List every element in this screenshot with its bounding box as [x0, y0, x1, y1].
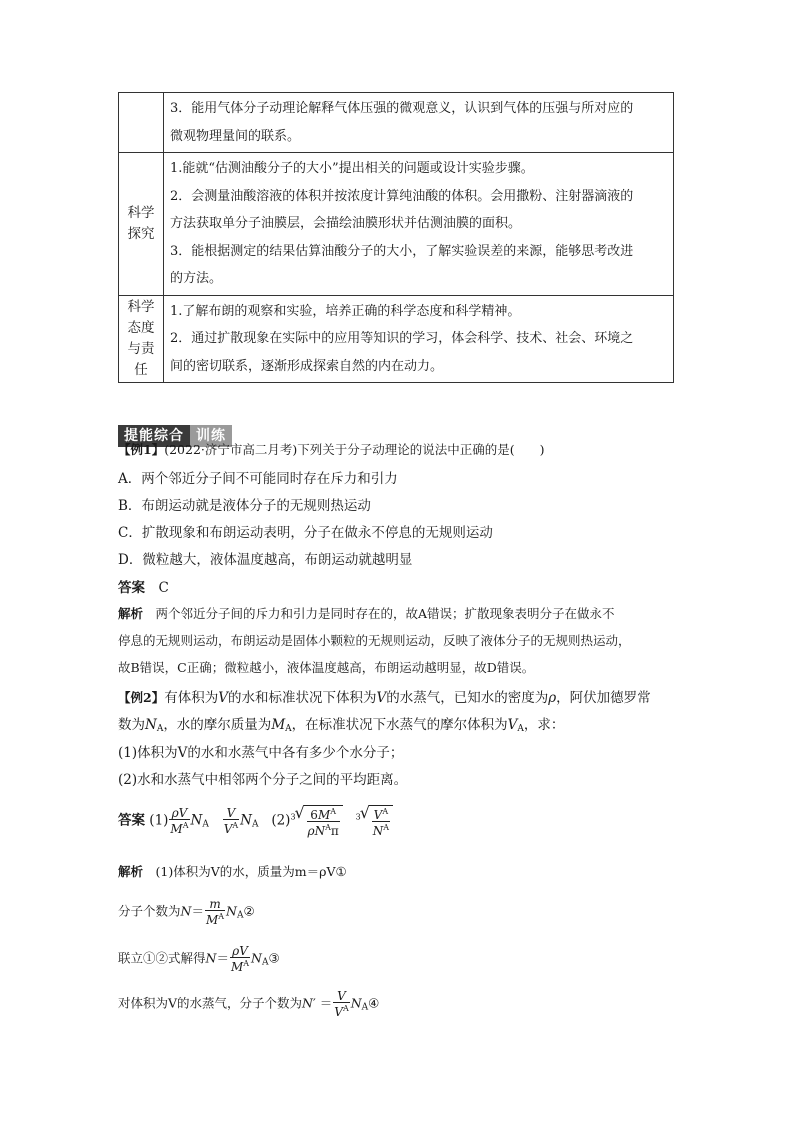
analysis-text: 两个邻近分子间的斥力和引力是同时存在的，故A错误；扩散现象表明分子在做永不 [155, 606, 615, 621]
description-line: 2．会测量油酸溶液的体积并按浓度计算纯油酸的体积。会用撒粉、注射器滴液的 [170, 188, 634, 204]
ex2-tag: 【例2】 [118, 690, 165, 705]
category-label: 与责 [127, 340, 155, 357]
description-line: 1.能就“估测油酸分子的大小”提出相关的问题或设计实验步骤。 [170, 161, 534, 176]
ex2-question-1: (1)体积为V的水和水蒸气中各有多少个水分子； [118, 745, 404, 761]
equation-1: m＝ρV① [294, 864, 347, 879]
cube-root-expression-2: √ $\frac{V^A}{N^A}$ [369, 805, 393, 837]
category-cell [119, 295, 164, 383]
answer-label: 答案 [118, 580, 145, 596]
answer-label: 答案 [118, 812, 145, 829]
description-cell [164, 295, 674, 383]
analysis-label: 解析 [118, 606, 144, 621]
fraction-rho-v-over-ma: $\frac{\rho V}{M^A}$ [170, 806, 189, 836]
ex2-analysis-line-3: 联立①②式解得N＝ $\frac{\rho V}{M^A}$ $N_A③$ [118, 944, 280, 974]
ex2-text: ，阿伏加德罗常 [556, 690, 651, 706]
table-row [119, 93, 674, 153]
ex1-analysis-line-3: 故B错误，C正确；微粒越小，液体温度越高，布朗运动越明显，故D错误。 [118, 660, 535, 675]
table-row [119, 153, 674, 296]
section-title: 提能综合 [118, 425, 190, 447]
competency-table [118, 92, 674, 383]
fraction-v-over-va-2: $\frac{V}{V^A}$ [334, 989, 349, 1019]
description-line: 3．能根据测定的结果估算油酸分子的大小，了解实验误差的来源，能够思考改进 [170, 243, 634, 259]
ex1-answer [118, 576, 169, 596]
ex2-analysis-line-1 [118, 862, 347, 880]
description-line: 间的密切联系，逐渐形成探索自然的内在动力。 [170, 358, 444, 374]
ex2-question-2: (2)水和水蒸气中相邻两个分子之间的平均距离。 [118, 772, 408, 788]
ex1-option-c: C．扩散现象和布朗运动表明，分子在做永不停息的无规则运动 [118, 525, 493, 541]
ex2-text: 数为 [118, 717, 145, 733]
equation-tag: ② [243, 903, 255, 919]
section-subtitle: 训练 [190, 425, 232, 447]
answer-value: C [158, 580, 169, 596]
ex2-text: ，水的摩尔质量为 [163, 717, 272, 733]
answer-part: (2) [271, 812, 291, 829]
description-line: 方法获取单分子油膜层，会描绘油膜形状并估测油膜的面积。 [170, 216, 522, 231]
ex2-text: 的水和标准状况下体积为 [227, 690, 377, 706]
fraction-v-over-va: $\frac{V}{V^A}$ [223, 806, 239, 836]
category-cell [119, 153, 164, 296]
description-line: 3．能用气体分子动理论解释气体压强的微观意义，认识到气体的压强与所对应的 [170, 101, 634, 116]
description-line: 1.了解布朗的观察和实验，培养正确的科学态度和科学精神。 [170, 303, 521, 319]
ex2-text: ，在标准状况下水蒸气的摩尔体积为 [291, 717, 508, 733]
fraction-rho-v-over-ma-2: $\frac{\rho V}{M^A}$ [230, 944, 250, 974]
category-label: 探究 [127, 225, 155, 242]
category-label: 态度 [127, 319, 155, 336]
category-label: 科学 [127, 298, 155, 315]
description-line: 的方法。 [170, 271, 223, 286]
cube-root-expression: √ $\frac{6M^A}{\rho N^A\pi}$ [304, 805, 343, 837]
category-label: 任 [134, 361, 148, 378]
ex1-tag: 【例1】 [118, 442, 165, 457]
category-label: 科学 [127, 204, 155, 221]
equation-tag: ③ [268, 950, 280, 966]
equation-tag: ④ [368, 995, 380, 1011]
fraction-m-over-ma: $\frac{m}{M^A}$ [205, 897, 225, 927]
ex1-analysis-line-1 [118, 604, 615, 622]
table-row [119, 295, 674, 383]
ex1-analysis-line-2: 停息的无规则运动，布朗运动是固体小颗粒的无规则运动，反映了液体分子的无规则热运动， [118, 633, 631, 648]
ex2-answer: 答案 (1) $\frac{\rho V}{M^A}$ $N_A$ $\frac{V}{V^A}$ $N_A$ $(2)^3$ √ $\frac{6M^A}{\rho N^A\pi}$ $^3$ √ $\frac{V^A}{N^A}$ [118, 805, 393, 837]
ex1-option-b: B．布朗运动就是液体分子的无规则热运动 [118, 498, 371, 514]
answer-part: (1) [149, 812, 169, 829]
ex2-text: ，求： [523, 717, 565, 733]
description-line: 2．通过扩散现象在实际中的应用等知识的学习，体会科学、技术、社会、环境之 [170, 331, 634, 346]
ex1-stem-text: (2022·济宁市高二月考)下列关于分子动理论的说法中正确的是( ) [164, 442, 545, 457]
analysis-text: 联立①②式解得 [118, 950, 206, 966]
ex2-stem-line-1: 【例2】有体积为V的水和标准状况下体积为V的水蒸气，已知水的密度为ρ，阿伏加德罗常 [118, 690, 651, 706]
ex2-analysis-line-4: 对体积为V的水蒸气，分子个数为N′ ＝ $\frac{V}{V^A}$ $N_A④$ [118, 989, 380, 1019]
ex2-text: 的水蒸气，已知水的密度为 [386, 690, 549, 706]
ex2-text: 有体积为 [164, 690, 219, 706]
description-cell [164, 153, 674, 296]
ex1-option-a: A．两个邻近分子间不可能同时存在斥力和引力 [118, 471, 398, 487]
analysis-text: 对体积为V的水蒸气，分子个数为 [118, 995, 303, 1011]
ex1-option-d: D．微粒越大，液体温度越高，布朗运动就越明显 [118, 552, 413, 568]
ex1-stem [118, 440, 545, 458]
ex2-stem-line-2: 数为$N_A$，水的摩尔质量为$M_A$，在标准状况下水蒸气的摩尔体积为$V_A$，求： [118, 717, 565, 734]
analysis-label: 解析 [118, 864, 144, 879]
analysis-text: (1)体积为V的水，质量为 [155, 864, 295, 879]
analysis-text: 分子个数为 [118, 903, 181, 919]
ex2-analysis-line-2: 分子个数为N＝ $\frac{m}{M^A}$ $N_A②$ [118, 897, 255, 927]
category-cell [119, 93, 164, 153]
description-line: 微观物理量间的联系。 [170, 128, 301, 144]
description-cell [164, 93, 674, 153]
